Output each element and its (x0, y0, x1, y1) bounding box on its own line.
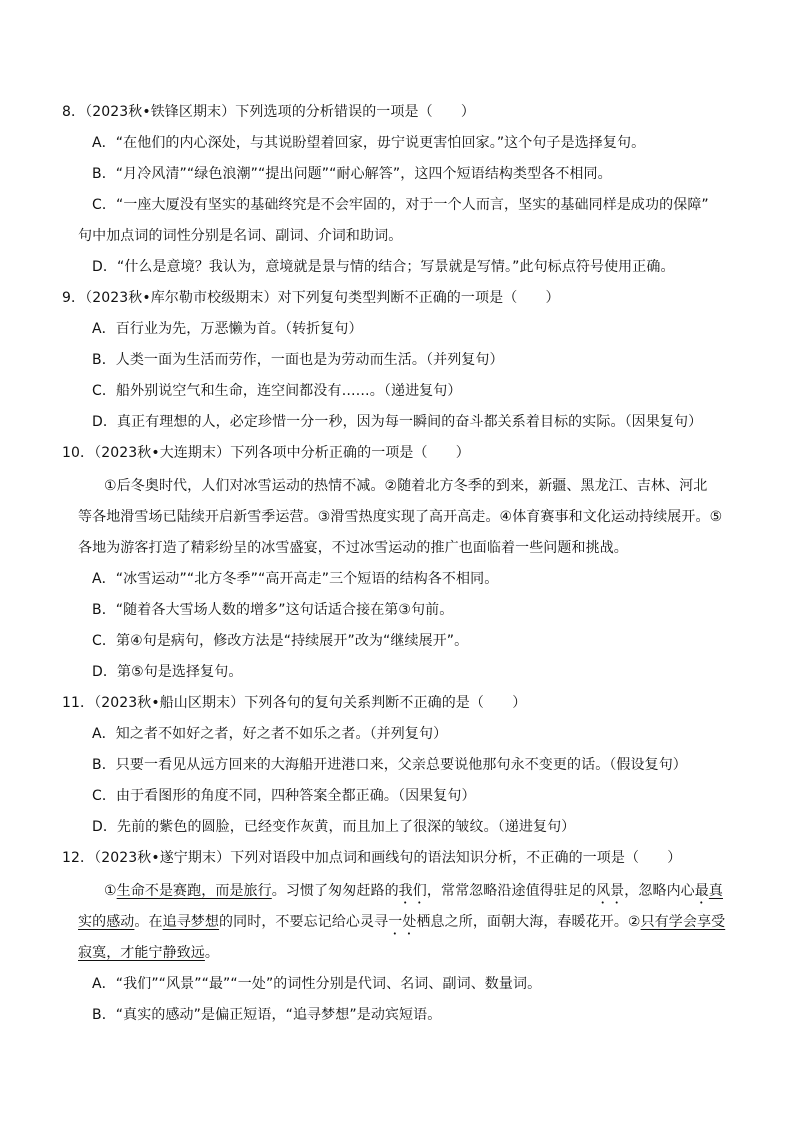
question-8-option-d: D．“什么是意境？我认为，意境就是景与情的结合；写景就是写情。”此句标点符号使用正确。 (92, 259, 675, 275)
underlined-sentence-1: 生命不是赛跑，而是旅行 (116, 883, 272, 899)
underlined-sentence-2-part2: 寂寞，才能宁静致远 (78, 945, 205, 961)
question-10-option-b: B．“随着各大雪场人数的增多”这句话适合接在第③句前。 (92, 602, 454, 618)
question-12-passage-line1 (104, 881, 723, 903)
question-9-option-a: A．百行业为先，万恶懒为首。（转折复句） (92, 321, 363, 337)
question-9-option-c: C．船外别说空气和生命，连空间都没有……。（递进复句） (92, 383, 462, 399)
question-12-passage-line3 (78, 943, 219, 965)
question-8-option-c-line2: 句中加点词的词性分别是名词、副词、介词和助词。 (78, 228, 403, 244)
question-12-stem: 12．（2023秋•遂宁期末）下列对语段中加点词和画线句的语法知识分析，不正确的一项是（ ） (62, 850, 682, 866)
question-11-option-c: C．由于看图形的角度不同，四种答案全都正确。（因果复句） (92, 788, 476, 804)
question-10-option-c: C．第④句是病句，修改方法是“持续展开”改为“继续展开”。 (92, 633, 469, 649)
question-9-stem: 9．（2023秋•库尔勒市校级期末）对下列复句类型判断不正确的一项是（ ） (62, 290, 560, 306)
question-8-option-b: B．“月冷风清”“绿色浪潮”“提出问题”“耐心解答”，这四个短语结构类型各不相同。 (92, 166, 612, 182)
question-10-passage-line2: 等各地滑雪场已陆续开启新雪季运营。③滑雪热度实现了高开高走。④体育赛事和文化运动持续展开。⑤ (78, 509, 723, 525)
question-12-passage-line2 (78, 912, 725, 934)
question-11-option-b: B．只要一看见从远方回来的大海船开进港口来，父亲总要说他那句永不变更的话。（假设复句） (92, 757, 687, 773)
dotted-word-zui: 最 (694, 883, 709, 899)
question-10-option-a: A．“冰雪运动”“北方冬季”“高开高走”三个短语的结构各不相同。 (92, 571, 499, 587)
dotted-word-women: 我们 (398, 883, 427, 899)
sentence-marker: ① (104, 883, 117, 899)
question-10-stem: 10．（2023秋•大连期末）下列各项中分析正确的一项是（ ） (62, 445, 470, 461)
dotted-word-fengjing: 风景 (596, 883, 625, 899)
question-11-option-a: A．知之者不如好之者，好之者不如乐之者。（并列复句） (92, 726, 448, 742)
question-12-option-b: B．“真实的感动”是偏正短语，“追寻梦想”是动宾短语。 (92, 1007, 442, 1023)
passage-text: 。习惯了匆匆赶路的 (271, 883, 399, 899)
question-10-passage-line3: 各地为游客打造了精彩纷呈的冰雪盛宴，不过冰雪运动的推广也面临着一些问题和挑战。 (78, 540, 628, 556)
question-9-option-b: B．人类一面为生活而劳作，一面也是为劳动而生活。（并列复句） (92, 352, 504, 368)
passage-text: 栖息之所，面朝大海，春暖花开。② (416, 914, 641, 930)
passage-text: ，常常忽略沿途值得驻足的 (426, 883, 597, 899)
passage-text: ，忽略内心 (624, 883, 695, 899)
question-11-stem: 11．（2023秋•船山区期末）下列各句的复句关系判断不正确的是（ ） (62, 695, 527, 711)
passage-text: 。 (204, 945, 220, 961)
passage-text: 。在 (134, 914, 163, 930)
underlined-phrase-shidegandong: 实的感动 (78, 914, 135, 930)
question-8-option-c-line1: C．“一座大厦没有坚实的基础终究是不会牢固的，对于一个人而言，坚实的基础同样是成功的保障” (92, 197, 709, 213)
question-9-option-d: D．真正有理想的人，必定珍惜一分一秒，因为每一瞬间的奋斗都关系着目标的实际。（因果复句） (92, 414, 703, 430)
question-8-stem: 8．（2023秋•铁锋区期末）下列选项的分析错误的一项是（ ） (62, 104, 475, 120)
question-11-option-d: D．先前的紫色的圆脸，已经变作灰黄，而且加上了很深的皱纹。（递进复句） (92, 819, 576, 835)
question-8-option-a: A．“在他们的内心深处，与其说盼望着回家，毋宁说更害怕回家。”这个句子是选择复句。 (92, 135, 646, 151)
question-10-passage-line1: ①后冬奥时代，人们对冰雪运动的热情不减。②随着北方冬季的到来，新疆、黑龙江、吉林、河北 (104, 478, 708, 494)
underlined-phrase-zhuixunmengxiang: 追寻梦想 (162, 914, 220, 930)
question-10-option-d: D．第⑤句是选择复句。 (92, 664, 243, 680)
passage-text: 的同时，不要忘记给心灵寻 (219, 914, 389, 930)
underlined-phrase-zhen: 真 (708, 883, 723, 899)
question-12-option-a: A．“我们”“风景”“最”“一处”的词性分别是代词、名词、副词、数量词。 (92, 976, 542, 992)
underlined-sentence-2-part1: 只有学会享受 (640, 914, 726, 930)
dotted-word-yichu: 一处 (388, 914, 417, 930)
